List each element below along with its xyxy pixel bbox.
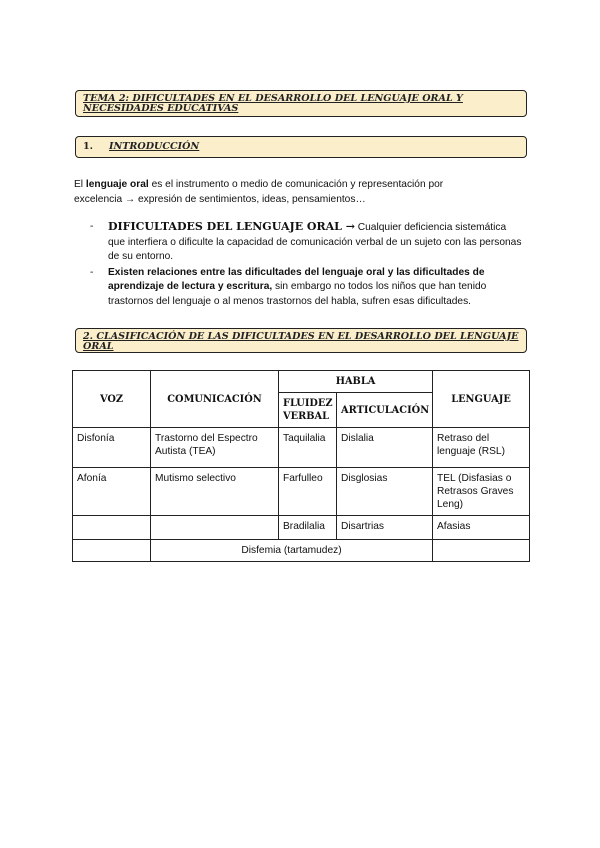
- bullet-dash: -: [90, 221, 94, 232]
- intro-rest: es el instrumento o medio de comunicación y representación por excelencia → expresión de sentimientos, ideas, pensamientos…: [74, 179, 444, 205]
- intro-prefix: El: [74, 179, 86, 190]
- bullet-list: [90, 220, 522, 310]
- table-footer-row: [73, 540, 530, 562]
- classification-table: [72, 370, 530, 562]
- cell-articulacion: Dislalia: [337, 428, 433, 468]
- section-1-title: INTRODUCCIÓN: [109, 141, 200, 152]
- cell-comunicacion: Mutismo selectivo: [151, 468, 279, 516]
- cell-articulacion: Disartrias: [337, 516, 433, 540]
- cell-footer: Disfemia (tartamudez): [151, 540, 433, 562]
- cell-fluidez: Bradilalia: [279, 516, 337, 540]
- cell-comunicacion: [151, 516, 279, 540]
- header-lenguaje: LENGUAJE: [433, 371, 530, 428]
- main-heading-box: [75, 90, 527, 117]
- section-1-heading-box: [75, 136, 527, 158]
- bullet-dash: -: [90, 266, 94, 278]
- intro-paragraph: [74, 177, 494, 207]
- cell-empty: [433, 540, 530, 562]
- section-2-heading-box: [75, 328, 527, 353]
- cell-voz: [73, 516, 151, 540]
- table-header-row: [73, 371, 530, 393]
- bullet-item: [90, 266, 522, 310]
- cell-lenguaje: Afasias: [433, 516, 530, 540]
- cell-fluidez: Taquilalia: [279, 428, 337, 468]
- bullet-text: sin embargo no todos los niños que han tenido trastornos del lenguaje o al menos trastornos del habla, sufren esas dificultades.: [108, 281, 487, 307]
- bullet-lead: Existen relaciones entre las dificultades del lenguaje oral y las dificultades de aprendizaje de lectura y escritura,: [108, 266, 485, 292]
- section-2-title: 2. CLASIFICACIÓN DE LAS DIFICULTADES EN EL DESARROLLO DEL LENGUAJE ORAL: [83, 331, 519, 352]
- bullet-text: Cualquier deficiencia sistemática que interfiera o dificulte la capacidad de comunicación verbal de un sujeto con las personas de su entorno.: [108, 222, 522, 262]
- cell-comunicacion: Trastorno del Espectro Autista (TEA): [151, 428, 279, 468]
- main-heading: TEMA 2: DIFICULTADES EN EL DESARROLLO DEL LENGUAJE ORAL Y NECESIDADES EDUCATIVAS: [83, 93, 463, 114]
- header-habla: HABLA: [279, 371, 433, 393]
- table-row: [73, 468, 530, 516]
- intro-bold: lenguaje oral: [85, 179, 149, 190]
- table-row: [73, 516, 530, 540]
- header-voz: VOZ: [73, 371, 151, 428]
- cell-lenguaje: Retraso del lenguaje (RSL): [433, 428, 530, 468]
- cell-fluidez: Farfulleo: [279, 468, 337, 516]
- table-row: [73, 428, 530, 468]
- bullet-lead: DIFICULTADES DEL LENGUAJE ORAL →: [108, 220, 355, 233]
- header-articulacion: ARTICULACIÓN: [337, 393, 433, 428]
- cell-articulacion: Disglosias: [337, 468, 433, 516]
- header-fluidez: FLUIDEZ VERBAL: [279, 393, 337, 428]
- header-comunicacion: COMUNICACIÓN: [151, 371, 279, 428]
- cell-empty: [73, 540, 151, 562]
- cell-voz: Disfonía: [73, 428, 151, 468]
- bullet-item: [90, 220, 522, 265]
- section-1-number: 1.: [83, 141, 94, 152]
- cell-lenguaje: TEL (Disfasias o Retrasos Graves Leng): [433, 468, 530, 516]
- cell-voz: Afonía: [73, 468, 151, 516]
